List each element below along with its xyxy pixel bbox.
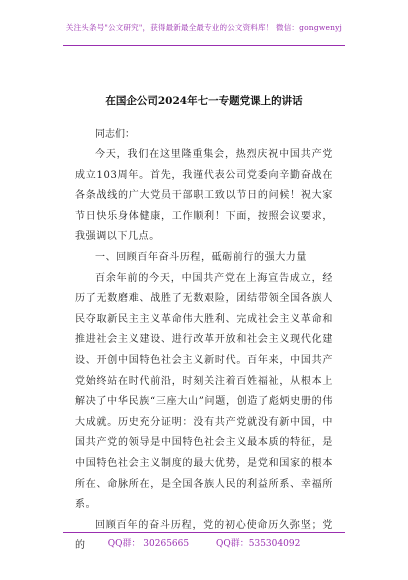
header-divider — [63, 45, 345, 46]
document-title: 在国企公司2024年七一专题党课上的讲话 — [105, 95, 303, 107]
footer-divider — [63, 532, 345, 533]
footer — [0, 536, 408, 549]
header-banner: 关注头条号"公文研究"，获得最新最全最专业的公文资料库！ 微信：gongwenyj — [65, 23, 343, 32]
footer-qq-group-1: QQ群： 30265665 — [107, 539, 190, 549]
salutation: 同志们： — [95, 129, 135, 140]
footer-qq-group-2: QQ群：535304092 — [216, 539, 301, 549]
paragraph-review: 回顾百年的奋斗历程，党的初心使命历久弥坚；党的 — [75, 519, 333, 552]
paragraph-history: 百余年前的今天，中国共产党在上海宣告成立，经历了无数磨难、战胜了无数艰险，团结带领全国各族人民夺取新民主主义革命伟大胜利、完成社会主义革命和推进社会主义建设、进行改革开放和社会主义现代化建设、开创中国特色社会主义新时代。百年来，中国共产党始终站在时代前沿，时刻关注着百姓福祉，从根本上解决了中华民族“三座大山”问题，创造了彪炳史册的伟大成就。历史充分证明：没有共产党就没有新中国，中国共产党的领导是中国特色社会主义最本质的特征，是中国特色社会主义制度的最大优势，是党和国家的根本所在、命脉所在，是全国各族人民的利益所系、幸福所系。 — [75, 272, 333, 511]
paragraph-intro: 今天，我们在这里隆重集会，热烈庆祝中国共产党成立103周年。首先，我谨代表公司党委向辛勤奋战在各条战线的广大党员干部职工致以节日的问候！祝大家节日快乐身体健康，工作顺利！下面，按照会议要求，我强调以下几点。 — [75, 149, 333, 243]
section-heading: 一、回顾百年奋斗历程，砥砺前行的强大力量 — [95, 251, 307, 263]
document-body — [75, 145, 333, 557]
